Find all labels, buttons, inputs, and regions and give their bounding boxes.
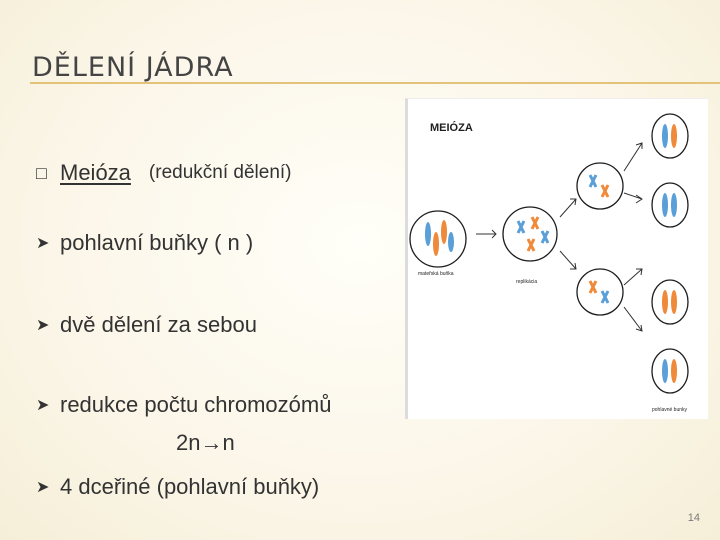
label-replication: replikácia bbox=[516, 279, 538, 285]
gamete-cell-4 bbox=[652, 349, 688, 393]
bullet-redukce bbox=[36, 392, 331, 418]
bullet-text: pohlavní buňky ( n ) bbox=[60, 230, 254, 255]
page-number: 14 bbox=[687, 512, 700, 524]
arrow-icon bbox=[624, 143, 642, 171]
division-cell-upper bbox=[577, 163, 623, 209]
arrow-bullet-icon: ➤ bbox=[36, 397, 50, 414]
title-underline bbox=[30, 82, 720, 84]
gamete-cell-1 bbox=[652, 114, 688, 158]
bullet-text: redukce počtu chromozómů bbox=[60, 392, 332, 417]
bullet-pohlavni-bunky bbox=[36, 230, 253, 256]
arrow-bullet-icon: ➤ bbox=[36, 235, 50, 252]
bullet-meioza bbox=[36, 160, 292, 186]
meiosis-diagram bbox=[408, 99, 708, 419]
replication-cell bbox=[503, 207, 557, 261]
label-mother-cell: mateřská buňka bbox=[418, 271, 454, 277]
slide-title: DĚLENÍ JÁDRA bbox=[32, 52, 234, 83]
meiosis-figure bbox=[405, 98, 708, 419]
box-bullet-icon: □ bbox=[36, 162, 47, 183]
formula: 2n→n bbox=[176, 430, 235, 455]
arrow-icon bbox=[624, 269, 642, 285]
figure-title: MEIÓZA bbox=[430, 122, 473, 134]
division-cell-lower bbox=[577, 269, 623, 315]
bullet-dcerine bbox=[36, 474, 319, 500]
bullet-note: (redukční dělení) bbox=[148, 162, 292, 183]
arrow-icon bbox=[560, 199, 576, 217]
gamete-cell-2 bbox=[652, 183, 688, 227]
arrow-icon bbox=[624, 307, 642, 331]
arrow-icon bbox=[560, 251, 576, 269]
arrow-bullet-icon: ➤ bbox=[36, 317, 50, 334]
mother-cell bbox=[410, 211, 466, 267]
bullet-text: dvě dělení za sebou bbox=[60, 312, 257, 337]
gamete-cell-3 bbox=[652, 280, 688, 324]
arrow-bullet-icon: ➤ bbox=[36, 479, 50, 496]
label-gametes: pohlavné bunky bbox=[652, 407, 688, 413]
arrow-icon bbox=[476, 230, 496, 238]
bullet-text: 4 dceřiné (pohlavní buňky) bbox=[60, 474, 320, 499]
bullet-text: Meióza bbox=[60, 160, 131, 185]
bullet-dve-deleni bbox=[36, 312, 257, 338]
arrow-icon bbox=[624, 193, 642, 203]
